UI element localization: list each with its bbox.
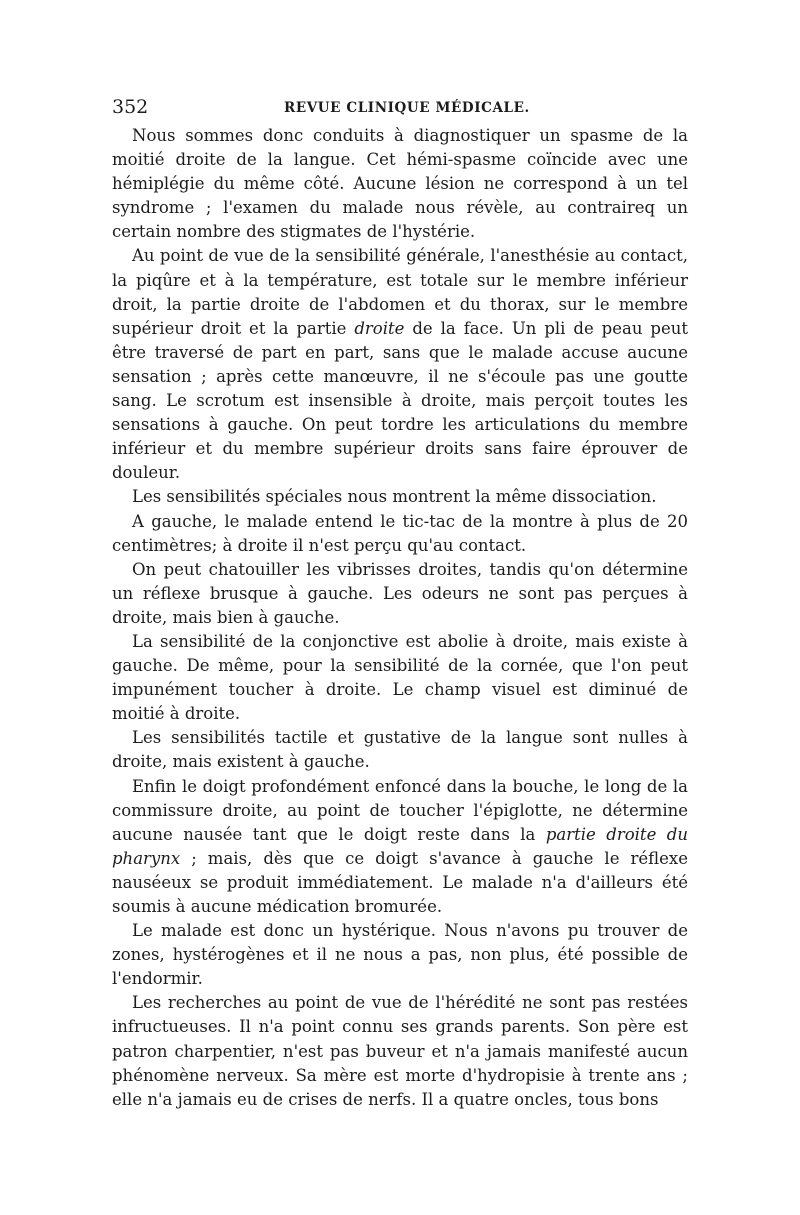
paragraph: Nous sommes donc conduits à diagnostiquer un spasme de la moitié droite de la langue. Cet hémi-spasme coïncide avec une hémiplégie du même côté. Aucune lésion ne correspond à un tel syndrome ; l'examen du malade nous révèle, au contraireq un certain nombre des stigmates de l'hystérie. (112, 126, 688, 242)
page-number: 352 (112, 96, 149, 118)
italic-run: partie droite du pharynx (112, 824, 688, 868)
paragraph: Les recherches au point de vue de l'hérédité ne sont pas restées infructueuses. Il n'a point connu ses grands parents. Son père est patron charpentier, n'est pas buveur et n'a jamais manifesté aucun phénomène nerveux. Sa mère est morte d'hydropisie à trente ans ; elle n'a jamais eu de crises de nerfs. Il a quatre oncles, tous bons (112, 993, 688, 1109)
paragraph: Les sensibilités spéciales nous montrent la même dissociation. (132, 487, 657, 507)
paragraph: Les sensibilités tactile et gustative de la langue sont nulles à droite, mais existent à gauche. (112, 728, 688, 772)
paragraph (112, 775, 688, 920)
journal-title: REVUE CLINIQUE MÉDICALE. (284, 100, 530, 116)
body-text (112, 124, 688, 1112)
paragraph: Le malade est donc un hystérique. Nous n'avons pu trouver de zones, hystérogènes et il ne nous a pas, non plus, été possible de l'endormir. (112, 921, 688, 989)
paragraph (112, 244, 688, 485)
paragraph: A gauche, le malade entend le tic-tac de la montre à plus de 20 centimètres; à droite il n'est perçu qu'au contact. (112, 511, 688, 555)
running-head (112, 92, 688, 122)
text-run: Au point de vue de la sensibilité générale, l'anesthésie au contact, la piqûre et à la température, est totale sur le membre inférieur droit, la partie droite de l'abdomen et du thorax, sur le membre supérieur droit et la partie (112, 246, 688, 338)
paragraph: La sensibilité de la conjonctive est abolie à droite, mais existe à gauche. De même, pour la sensibilité de la cornée, que l'on peut impunément toucher à droite. Le champ visuel est diminué de moitié à droite. (112, 631, 688, 724)
book-page (112, 92, 688, 1112)
text-run: ; mais, dès que ce doigt s'avance à gauche le réflexe nauséeux se produit immédiatement. Le malade n'a d'ailleurs été soumis à aucune médication bromurée. (112, 848, 688, 916)
italic-run: droite (354, 318, 405, 338)
paragraph: On peut chatouiller les vibrisses droites, tandis qu'on détermine un réflexe brusque à gauche. Les odeurs ne sont pas perçues à droite, mais bien à gauche. (112, 559, 688, 627)
text-run: Enfin le doigt profondément enfoncé dans la bouche, le long de la commissure droite, au point de toucher l'épiglotte, ne détermine aucune nausée tant que le doigt reste dans la (112, 776, 688, 844)
text-run: de la face. Un pli de peau peut être traversé de part en part, sans que le malade accuse aucune sensation ; après cette manœuvre, il ne s'écoule pas une goutte sang. Le scrotum est insensible à droite, mais perçoit toutes les sensations à gauche. On peut tordre les articulations du membre inférieur et du membre supérieur droits sans faire éprouver de douleur. (112, 318, 688, 483)
